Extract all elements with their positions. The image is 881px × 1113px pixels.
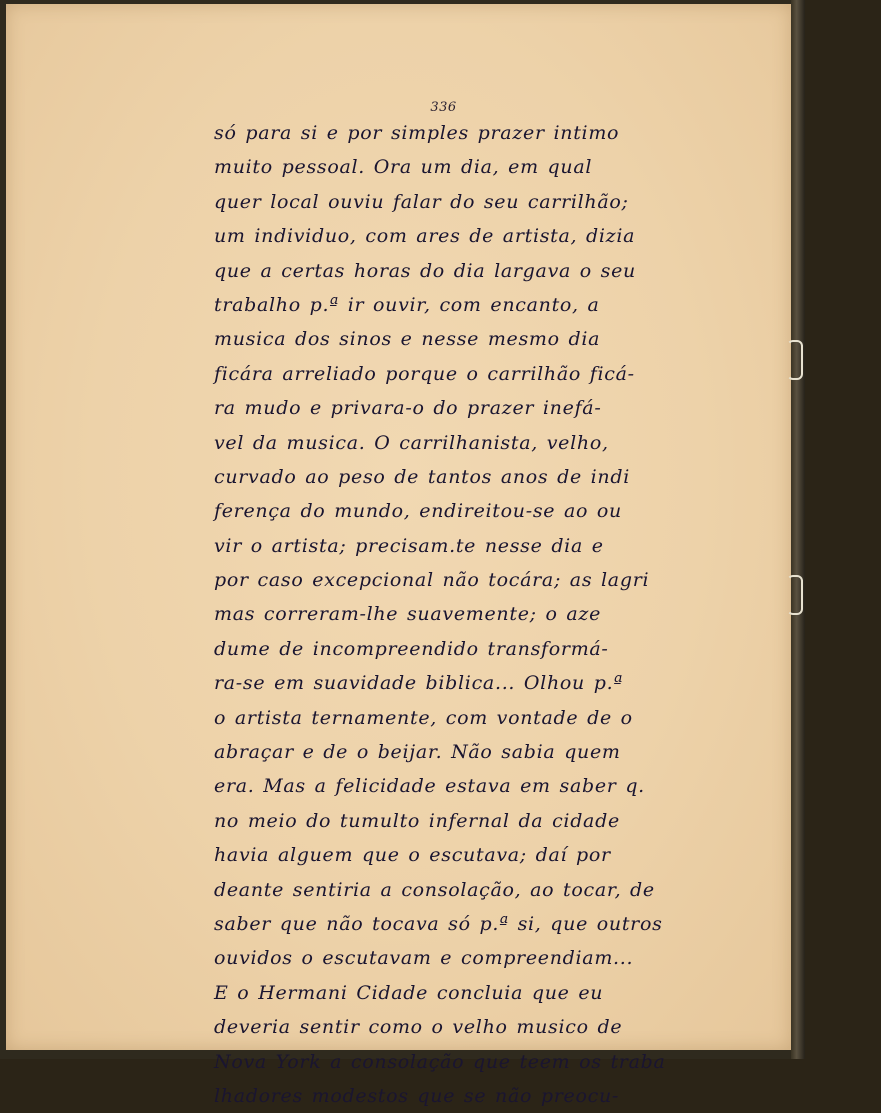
manuscript-line: um individuo, com ares de artista, dizia xyxy=(214,225,636,248)
manuscript-line: ra-se em suavidade biblica... Olhou p.ª xyxy=(214,672,624,695)
manuscript-line: o artista ternamente, com vontade de o xyxy=(214,706,633,729)
manuscript-line: que a certas horas do dia largava o seu xyxy=(214,259,636,282)
manuscript-page xyxy=(6,4,791,1107)
manuscript-line: musica dos sinos e nesse mesmo dia xyxy=(214,328,601,351)
binding-thread xyxy=(787,340,803,380)
manuscript-line: abraçar e de o beijar. Não sabia quem xyxy=(214,741,621,764)
page-number: 336 xyxy=(430,100,457,115)
handwritten-text-block xyxy=(214,116,692,1113)
manuscript-line: por caso excepcional não tocára; as lagri xyxy=(214,569,650,592)
manuscript-line: lhadores modestos que se não preocu- xyxy=(214,1084,620,1107)
manuscript-line: ficára arreliado porque o carrilhão ficá- xyxy=(214,362,635,385)
manuscript-line: no meio do tumulto infernal da cidade xyxy=(214,809,620,832)
manuscript-line: curvado ao peso de tantos anos de indi xyxy=(214,465,631,488)
manuscript-line: deante sentiria a consolação, ao tocar, de xyxy=(214,878,655,901)
manuscript-line: ferença do mundo, endireitou-se ao ou xyxy=(214,500,622,523)
manuscript-line: dume de incompreendido transformá- xyxy=(214,637,609,660)
manuscript-line: só para si e por simples prazer intimo xyxy=(214,122,620,144)
manuscript-line: Nova York a consolação que teem os traba xyxy=(214,1050,666,1073)
manuscript-line: trabalho p.ª ir ouvir, com encanto, a xyxy=(214,293,600,316)
manuscript-line: saber que não tocava só p.ª si, que outros xyxy=(214,912,663,935)
binding-thread xyxy=(787,575,803,615)
manuscript-line: havia alguem que o escutava; daí por xyxy=(214,844,611,867)
manuscript-line: quer local ouviu falar do seu carrilhão; xyxy=(214,190,629,213)
manuscript-line: deveria sentir como o velho musico de xyxy=(214,1016,623,1039)
manuscript-line: vir o artista; precisam.te nesse dia e xyxy=(214,534,604,557)
manuscript-line: ouvidos o escutavam e compreendiam... xyxy=(214,947,634,970)
manuscript-line: vel da musica. O carrilhanista, velho, xyxy=(214,431,609,454)
manuscript-line: mas correram-lhe suavemente; o aze xyxy=(214,603,602,626)
manuscript-line: E o Hermani Cidade concluia que eu xyxy=(214,981,604,1004)
page-binding-edge xyxy=(791,0,805,1059)
manuscript-line: era. Mas a felicidade estava em saber q. xyxy=(214,775,645,798)
manuscript-line: ra mudo e privara-o do prazer inefá- xyxy=(214,397,602,420)
manuscript-line: muito pessoal. Ora um dia, em qual xyxy=(214,156,593,179)
